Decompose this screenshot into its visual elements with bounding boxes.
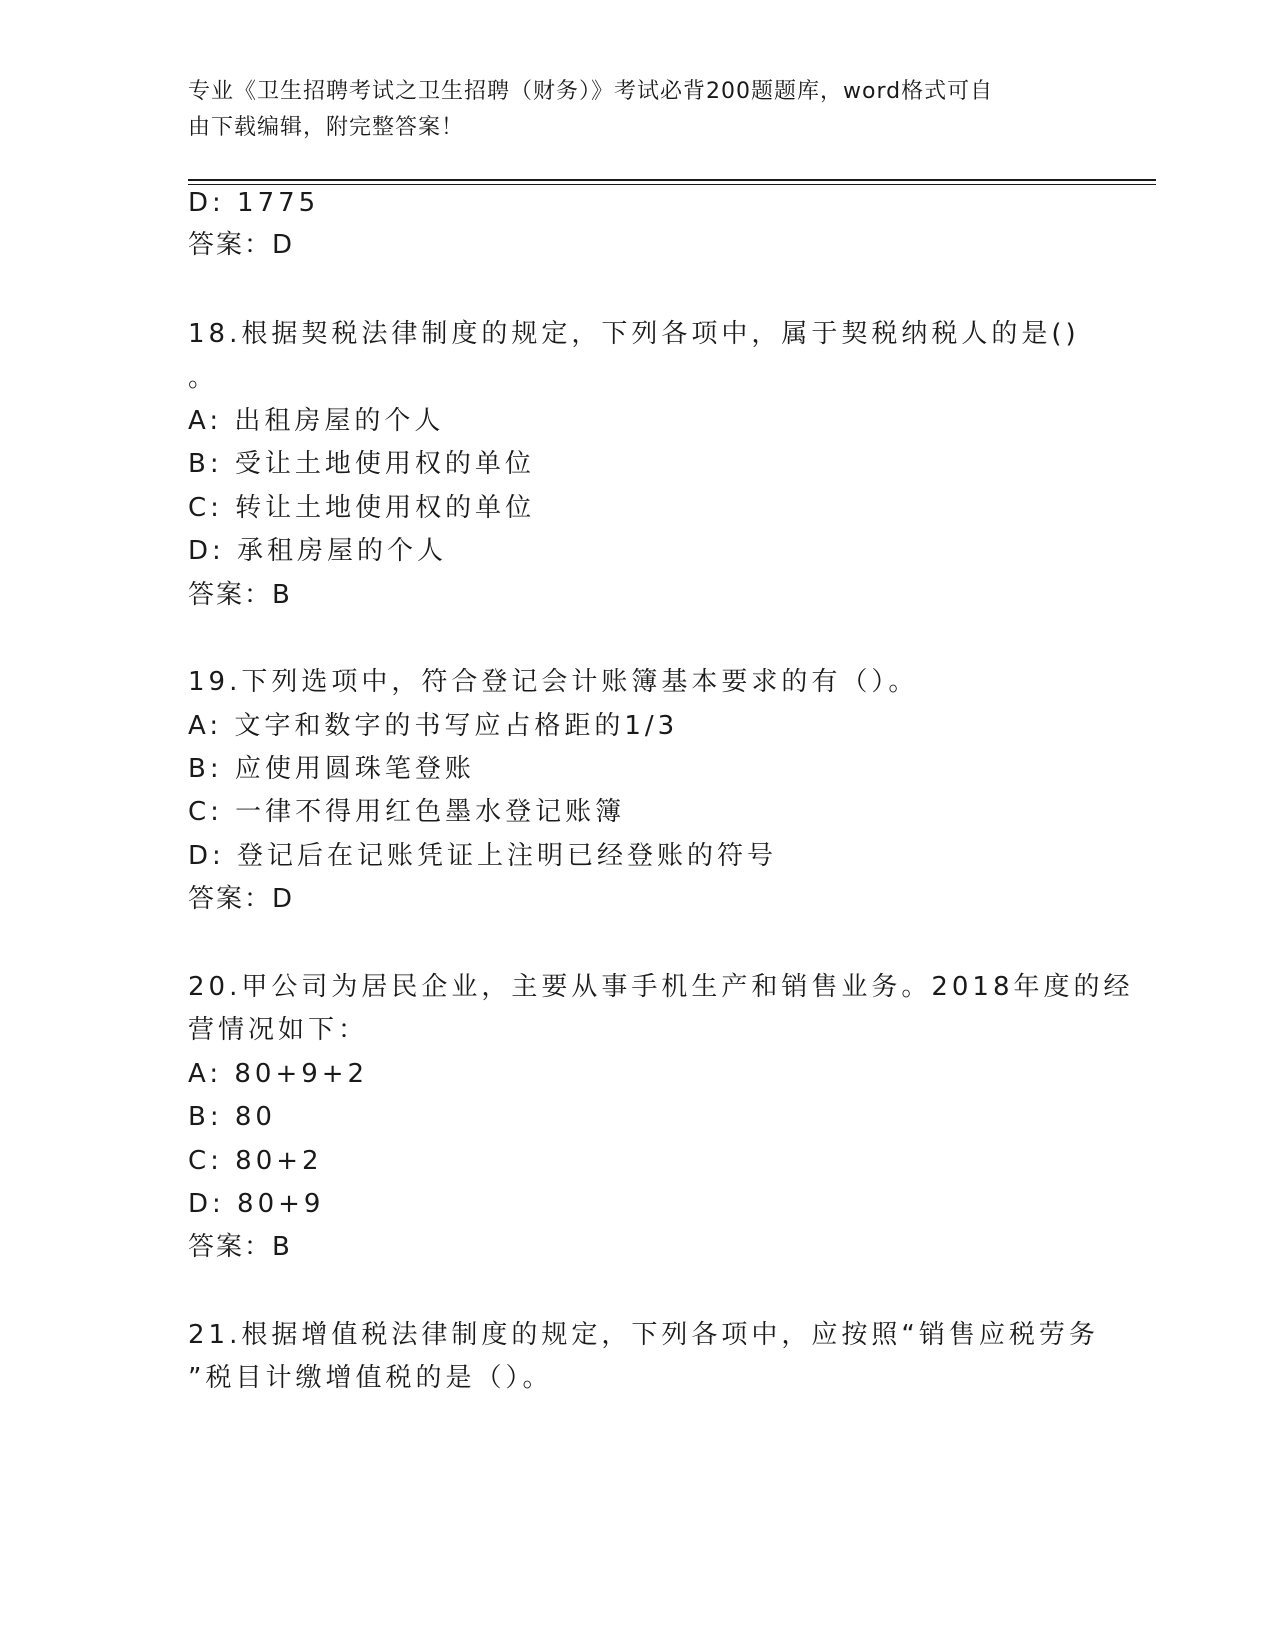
q19-answer: 答案：D [188, 884, 295, 914]
q20-stem-line-2: 营情况如下： [188, 1015, 369, 1045]
q18-answer: 答案：B [188, 580, 292, 610]
q18-option-a: A: 出租房屋的个人 [188, 406, 445, 436]
q17-option-d: D: 1775 [188, 188, 320, 218]
q20-option-d: D: 80+9 [188, 1189, 325, 1219]
header-title-line-2: 由下载编辑，附完整答案！ [188, 115, 465, 140]
q18-option-d: D: 承租房屋的个人 [188, 536, 448, 566]
q17-answer: 答案：D [188, 230, 295, 260]
header-divider-thin [188, 184, 1156, 185]
q20-option-c: C: 80+2 [188, 1146, 323, 1176]
header-divider-thick [188, 179, 1156, 181]
q19-option-b: B: 应使用圆珠笔登账 [188, 754, 475, 784]
q18-option-c: C: 转让土地使用权的单位 [188, 493, 536, 523]
q21-stem-line-1: 21.根据增值税法律制度的规定，下列各项中，应按照“销售应税劳务 [188, 1320, 1099, 1350]
q18-stem-line-1: 18.根据契税法律制度的规定，下列各项中，属于契税纳税人的是() [188, 319, 1080, 349]
header-title-line-1: 专业《卫生招聘考试之卫生招聘（财务）》考试必背200题题库，word格式可自 [188, 79, 994, 104]
q18-option-b: B: 受让土地使用权的单位 [188, 449, 535, 479]
q18-stem-line-2: 。 [188, 363, 219, 393]
q20-option-a: A: 80+9+2 [188, 1059, 369, 1089]
q20-stem-line-1: 20.甲公司为居民企业，主要从事手机生产和销售业务。2018年度的经 [188, 972, 1134, 1002]
q19-option-c: C: 一律不得用红色墨水登记账簿 [188, 797, 626, 827]
q20-answer: 答案：B [188, 1232, 292, 1262]
q19-stem-line-1: 19.下列选项中，符合登记会计账簿基本要求的有（）。 [188, 667, 919, 697]
q19-option-a: A: 文字和数字的书写应占格距的1/3 [188, 711, 679, 741]
q21-stem-line-2: ”税目计缴增值税的是（）。 [188, 1363, 553, 1393]
document-header [188, 74, 1088, 146]
q19-option-d: D: 登记后在记账凭证上注明已经登账的符号 [188, 841, 778, 871]
q20-option-b: B: 80 [188, 1102, 276, 1132]
